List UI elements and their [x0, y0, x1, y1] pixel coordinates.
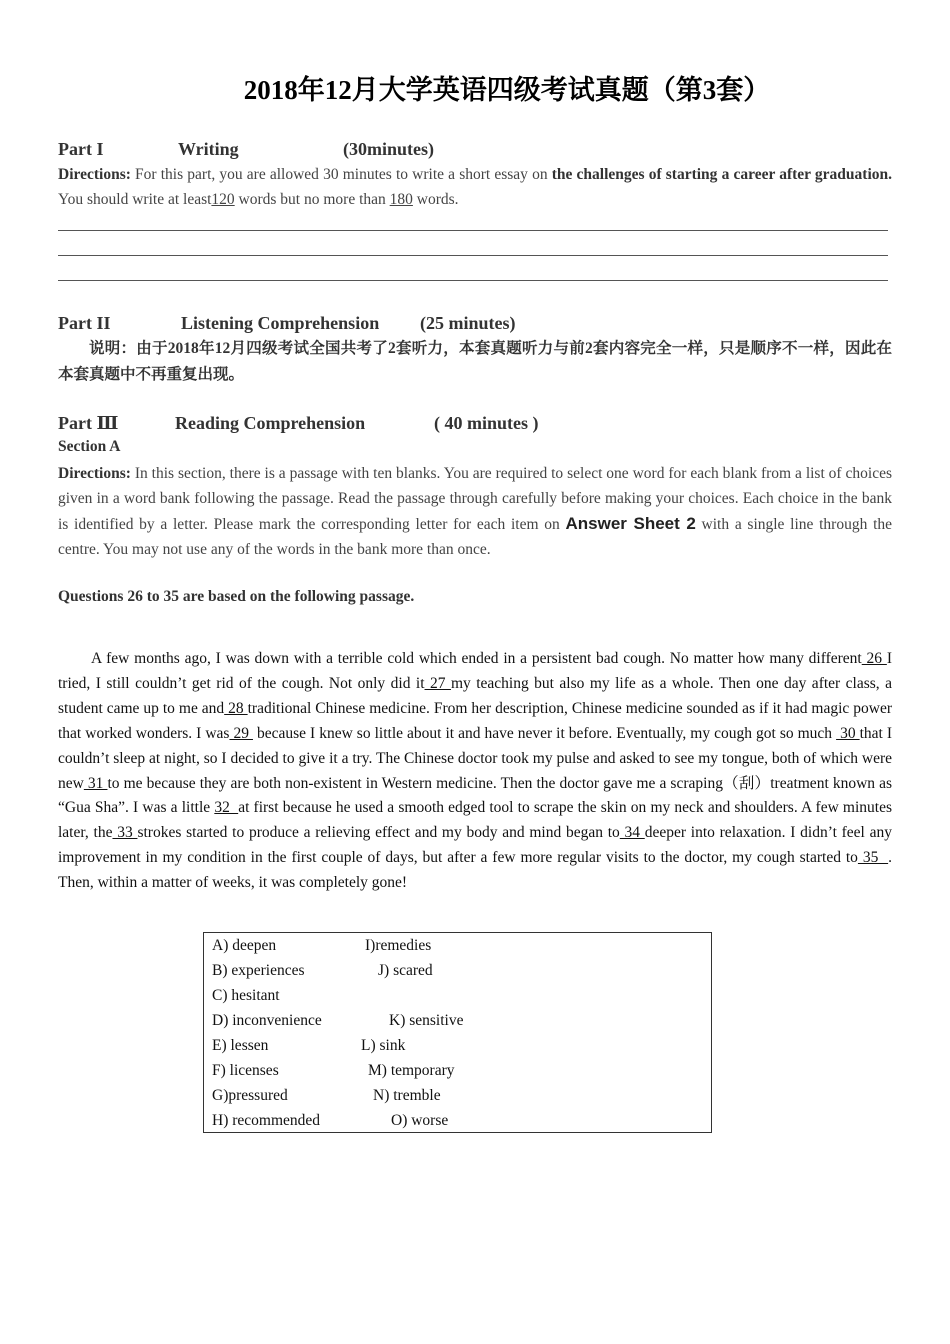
part1-time: (30minutes) — [343, 139, 434, 159]
word-bank — [203, 932, 712, 1133]
part2-name: Listening Comprehension — [181, 313, 380, 333]
word-bank-row — [212, 1058, 702, 1083]
word-bank-row — [212, 1108, 702, 1133]
word-bank-row — [212, 933, 702, 958]
blank-34[interactable]: 34 — [619, 824, 645, 842]
part3-label: Part Ⅲ — [58, 413, 119, 433]
part2-label: Part II — [58, 313, 111, 333]
page-title: 2018年12月大学英语四级考试真题（第3套） — [243, 75, 771, 105]
essay-topic: the challenges of starting a career after graduation. — [551, 166, 892, 183]
bank-option[interactable]: M) temporary — [368, 1062, 455, 1079]
blank-35[interactable]: 35 — [857, 849, 889, 867]
bank-option[interactable]: G)pressured — [212, 1087, 288, 1104]
part3-time: ( 40 minutes ) — [434, 413, 539, 433]
bank-option[interactable]: K) sensitive — [389, 1012, 464, 1029]
answer-sheet-label: Answer Sheet 2 — [565, 514, 696, 533]
max-words: 180 — [389, 191, 413, 208]
blank-26[interactable]: 26 — [861, 650, 887, 667]
bank-option[interactable]: F) licenses — [212, 1062, 279, 1079]
directions-label: Directions: — [58, 465, 131, 482]
part1-name: Writing — [178, 139, 239, 159]
writing-line[interactable] — [58, 280, 888, 281]
bank-option[interactable]: A) deepen — [212, 937, 277, 954]
blank-33[interactable]: 33 — [112, 824, 138, 842]
word-bank-row — [212, 1008, 702, 1033]
bank-option[interactable]: N) tremble — [373, 1087, 441, 1104]
word-bank-row — [212, 983, 702, 1008]
bank-option[interactable]: B) experiences — [212, 962, 305, 979]
part2-note: 说明：由于2018年12月四级考试全国共考了2套听力，本套真题听力与前2套内容完全一样，只是顺序不一样，因此在本套真题中不再重复出现。 — [58, 340, 892, 383]
bank-option[interactable]: O) worse — [391, 1112, 449, 1129]
min-words: 120 — [211, 191, 235, 208]
part3-name: Reading Comprehension — [175, 413, 366, 433]
part3-directions: Directions: In this section, there is a passage with ten blanks. You are required to select one word for each blank from a list of choices given in a word bank following the passage. Read the passage through carefully before making your choices. Each choice in the bank is identified by a letter. Please mark the corresponding letter for each item on Answer Sheet 2 with a single line through the centre. You may not use any of the words in the bank more than once. — [58, 465, 893, 558]
questions-intro: Questions 26 to 35 are based on the following passage. — [58, 588, 415, 605]
word-bank-row — [212, 1033, 702, 1058]
bank-option[interactable]: H) recommended — [212, 1112, 321, 1129]
bank-option[interactable]: L) sink — [361, 1037, 406, 1054]
blank-29[interactable]: 29 — [229, 724, 253, 742]
blank-27[interactable]: 27 — [424, 674, 451, 692]
bank-option[interactable]: C) hesitant — [212, 987, 280, 1004]
blank-32[interactable]: 32 — [214, 799, 239, 817]
cloze-passage: A few months ago, I was down with a terrible cold which ended in a persistent bad cough. No matter how many different 26 I tried, I still couldn’t get rid of the cough. Not only did it 27 my teaching but also my life as a whole. Then one day after class, a student came up to me and 28 traditional Chinese medicine. From her description, Chinese medicine sounded as if it had magic power that worked wonders. I was 29 because I knew so little about it and have never it before. Eventually, my cough got so much 30 that I couldn’t sleep at night, so I decided to give it a try. The Chinese doctor took my pulse and asked to see my tongue, both of which were new 31 to me because they are both non-existent in Western medicine. Then the doctor gave me a scraping（刮）treatment known as “Gua Sha”. I was a little 32 at first because he used a smooth edged tool to scrape the skin on my neck and shoulders. A few minutes later, the 33 strokes started to produce a relieving effect and my body and mind began to 34 deeper into relaxation. I didn’t feel any improvement in my condition in the first couple of days, but after a few more regular visits to the doctor, my cough started to 35 . Then, within a matter of weeks, it was completely gone! — [58, 650, 893, 892]
part1-directions: Directions: For this part, you are allowed 30 minutes to write a short essay on the challenges of starting a career after graduation. You should write at least120 words but no more than 180 words. — [58, 166, 892, 208]
bank-option[interactable]: I)remedies — [365, 937, 432, 954]
writing-line[interactable] — [58, 230, 888, 231]
word-bank-row — [212, 1083, 702, 1108]
section-a-heading: Section A — [58, 438, 121, 455]
blank-28[interactable]: 28 — [224, 699, 248, 717]
bank-option[interactable]: J) scared — [378, 962, 433, 979]
blank-30[interactable]: 30 — [836, 724, 860, 742]
bank-option[interactable]: D) inconvenience — [212, 1012, 322, 1029]
bank-option[interactable]: E) lessen — [212, 1037, 269, 1054]
word-bank-row — [212, 958, 702, 983]
part2-time: (25 minutes) — [420, 313, 516, 333]
blank-31[interactable]: 31 — [83, 774, 108, 792]
directions-label: Directions: — [58, 166, 131, 183]
part1-label: Part I — [58, 139, 104, 159]
writing-line[interactable] — [58, 255, 888, 256]
